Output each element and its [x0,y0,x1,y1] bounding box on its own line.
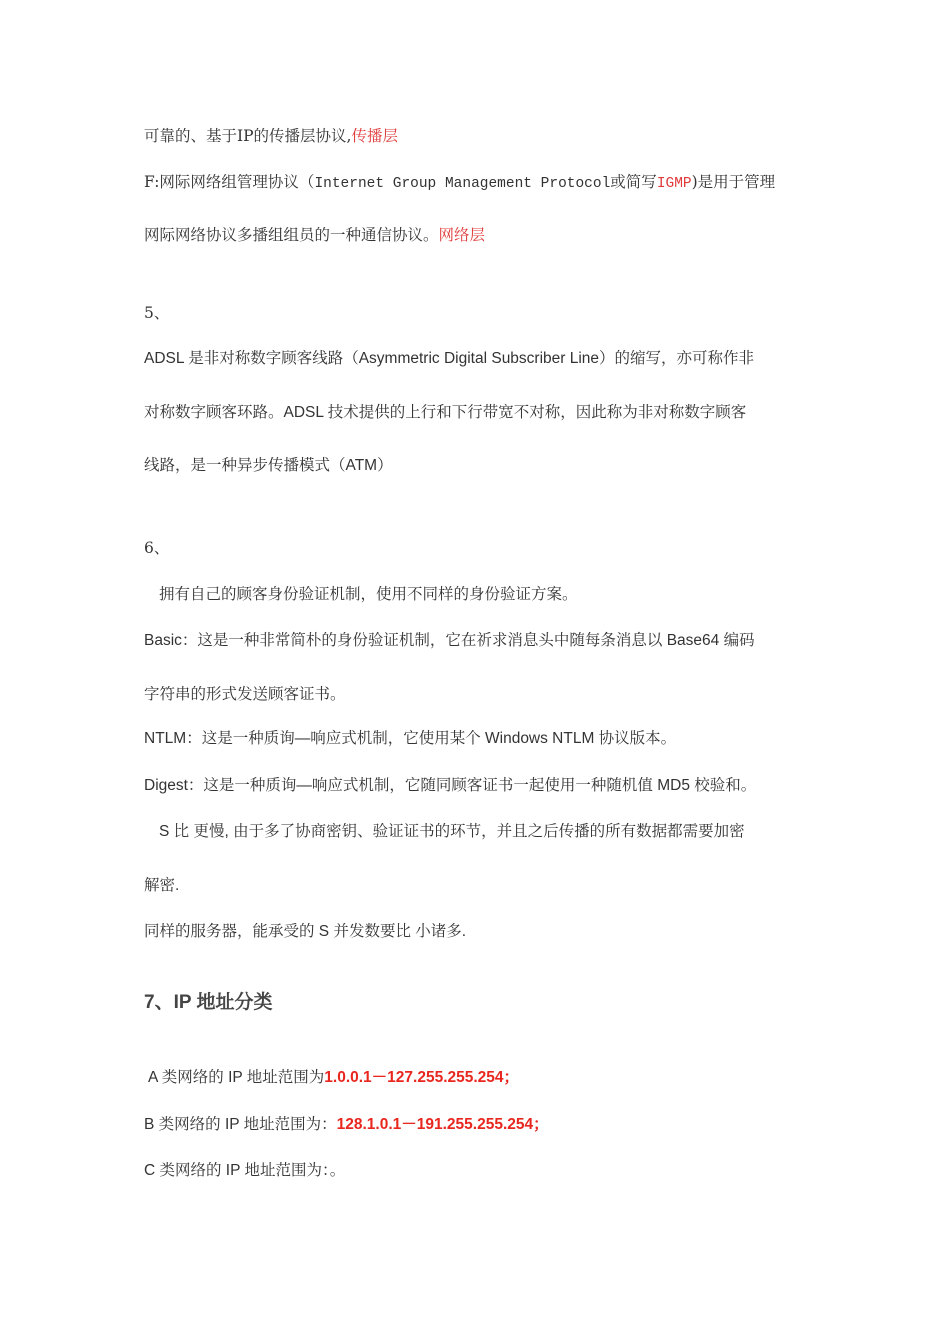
igmp-layer-label: 网络层 [438,226,486,244]
class-b-range-line [144,1115,549,1135]
section-6-number: 6、 [144,539,170,557]
igmp-description-line-1 [144,172,775,194]
adsl-paragraph-line-1: ADSL 是非对称数字顾客线路（Asymmetric Digital Subscriber Line）的缩写，亦可称作非 [144,350,755,367]
class-b-label: B 类网络的 IP 地址范围为： [144,1116,337,1133]
igmp-mid: 或简写 [610,173,657,191]
class-a-label: A 类网络的 IP 地址范围为 [148,1069,325,1086]
section-5-number: 5、 [144,304,170,322]
class-b-range: 128.1.0.1－191.255.255.254； [336,1116,549,1133]
basic-auth-line-1: Basic：这是一种非常简朴的身份验证机制，它在祈求消息头中随每条消息以 Base64 编码 [144,632,755,649]
igmp-abbreviation: IGMP [656,176,692,192]
section-7-heading: 7、IP 地址分类 [144,992,273,1013]
tcp-description-text: 可靠的、基于IP的传播层协议, [144,127,352,145]
class-c-range-line: C 类网络的 IP 地址范围为：。 [144,1162,346,1179]
comparison-line-1: S 比 更慢, 由于多了协商密钥、验证证书的环节，并且之后传播的所有数据都需要加密 [159,823,745,840]
tcp-description-line [144,126,398,146]
adsl-paragraph-line-2: 对称数字顾客环路。ADSL 技术提供的上行和下行带宽不对称，因此称为非对称数字顾客 [144,404,747,421]
igmp-suffix: )是用于管理 [691,173,776,191]
class-a-range: 1.0.0.1－127.255.255.254； [324,1069,520,1086]
class-a-range-line [148,1068,519,1088]
tcp-layer-label: 传播层 [351,127,398,145]
comparison-line-3: 同样的服务器，能承受的 S 并发数要比 小诸多. [144,923,467,940]
comparison-line-2: 解密. [144,877,180,894]
basic-auth-line-2: 字符串的形式发送顾客证书。 [144,686,346,703]
auth-intro-line: 拥有自己的顾客身份验证机制，使用不同样的身份验证方案。 [159,586,578,603]
igmp-prefix: F:网际网络组管理协议（ [144,173,315,191]
igmp-description-line-2 [144,225,485,245]
adsl-paragraph-line-3: 线路，是一种异步传播模式（ATM） [144,457,393,474]
ntlm-auth-line: NTLM：这是一种质询—响应式机制，它使用某个 Windows NTLM 协议版本。 [144,730,677,747]
igmp-english-name: Internet Group Management Protocol [314,176,611,192]
igmp-line2-text: 网际网络协议多播组组员的一种通信协议。 [144,226,439,244]
digest-auth-line: Digest：这是一种质询—响应式机制，它随同顾客证书一起使用一种随机值 MD5 校验和。 [144,777,757,794]
